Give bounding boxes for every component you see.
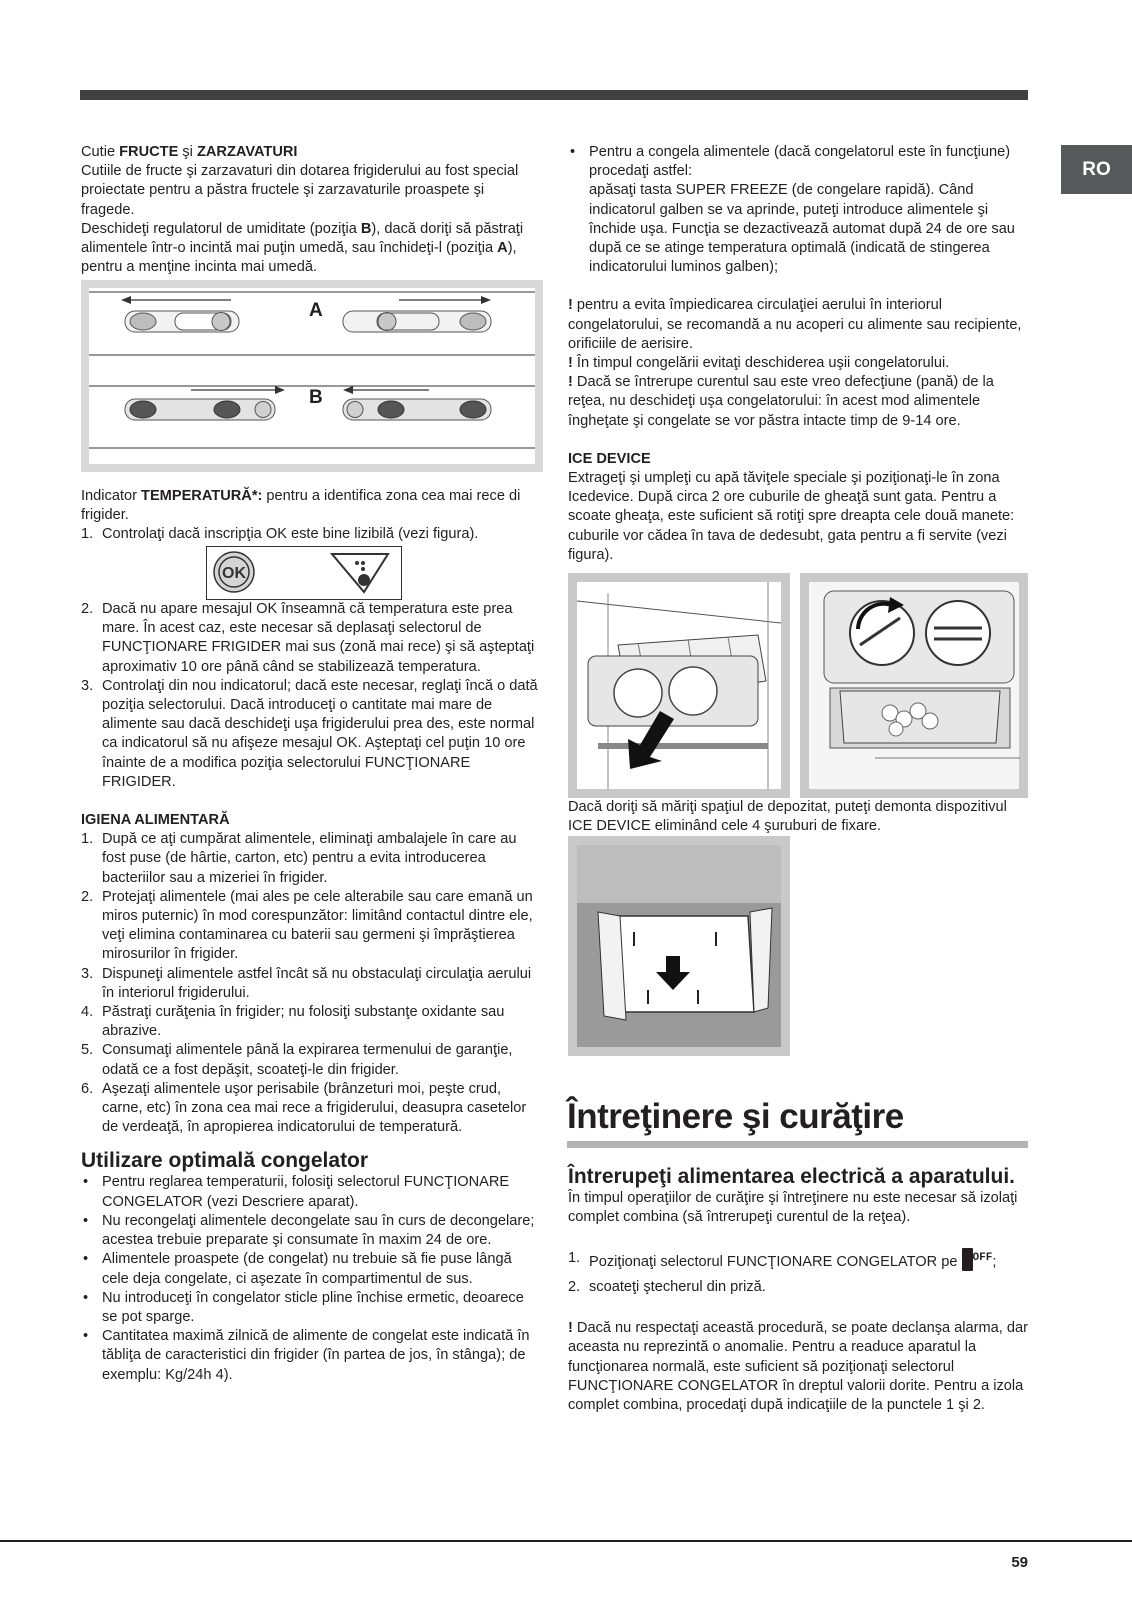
power-off-subtitle: Întrerupeţi alimentarea electrică a aparatului. bbox=[568, 1165, 1016, 1188]
list-item: • Pentru a congela alimentele (dacă congelatorul este în funcţiune) procedaţi astfel: apăsaţi tasta SUPER FREEZE (de congelare rapidă). Când indicatorul galben se va aprinde, puteţi introduce alimentele şi închide uşa. Funcţia se dezactivează automat după 24 de ore sau după ce se atinge temperatura optimală (indicată de stingerea indicatorului luminos galben); bbox=[568, 143, 1028, 277]
freezer-tips-list bbox=[81, 1173, 541, 1384]
temperature-steps bbox=[81, 600, 541, 1385]
list-item: 2. Dacă nu apare mesajul OK înseamnă că temperatura este prea mare. În acest caz, este necesar să deplasaţi selectorul de FUNCŢIONARE FRIGIDER mai sus (zonă mai rece) şi să aşteptaţi aproximativ 10 ore până când se stabilizează temperatura. bbox=[81, 601, 535, 675]
maintenance-section bbox=[568, 1165, 1028, 1415]
list-item: 5. Consumaţi alimentele până la expirarea termenului de garanţie, odată ce a fost depăşit, scoateţi-le din frigider. bbox=[81, 1042, 513, 1078]
humidity-regulator-text: Deschideţi regulatorul de umiditate (poziţia B), dacă doriţi să păstraţi alimentele într-o incintă mai puţin umedă, sau închideţi-l (poziţia A), pentru a menţine incinta mai umedă. bbox=[81, 220, 524, 276]
list-item: 1. Controlaţi dacă inscripţia OK este bine lizibilă (vezi figura). bbox=[81, 526, 479, 543]
temperature-indicator-section bbox=[81, 487, 541, 545]
warning-note: ! În timpul congelării evitaţi deschiderea uşii congelatorului. bbox=[568, 355, 950, 372]
warning-note: ! pentru a evita împiedicarea circulaţiei aerului în interiorul congelatorului, se recomandă a nu acoperi cu alimente sau recipiente, orificiile de aerisire. bbox=[568, 297, 1022, 352]
temperature-ok-indicator-figure bbox=[206, 546, 402, 600]
warning-note: ! Dacă se întrerupe curentul sau este vreo defecţiune (pană) de la reţea, nu deschideţi uşa congelatorului: în acest mod alimentele îngheţate şi congelate se vor păstra intacte timp de 9-14 ore. bbox=[568, 374, 994, 429]
food-hygiene-list bbox=[81, 830, 541, 1137]
ice-device-screws-figure bbox=[568, 836, 790, 1056]
list-item: 3. Controlaţi din nou indicatorul; dacă este necesar, reglaţi încă o dată poziţia selectorului. Dacă introduceţi o cantitate mai mare de alimente sau dacă deschideţi uşa frigiderului prea des, este normal ca indicatorul să nu afişeze mesajul OK. Aşteptaţi cel puţin 10 ore înainte de a modifica poziţia selectorului FUNCŢIONARE FRIGIDER. bbox=[81, 677, 538, 790]
left-column bbox=[81, 143, 541, 277]
ice-tray-removal-figure bbox=[568, 573, 790, 798]
fruit-box-title: Cutie FRUCTE şi ZARZAVATURI bbox=[81, 144, 298, 160]
maintenance-section-title: Întreţinere şi curăţire bbox=[567, 1097, 904, 1136]
temperature-indicator-intro: Indicator TEMPERATURĂ*: pentru a identifica zona cea mai rece di frigider. bbox=[81, 488, 521, 524]
ice-device-removal-text: Dacă doriţi să măriţi spaţiul de depozitat, puteţi demonta dispozitivul ICE DEVICE eliminând cele 4 şuruburi de fixare. bbox=[568, 799, 1007, 835]
position-a-label: A bbox=[309, 300, 323, 321]
language-tab: RO bbox=[1061, 145, 1132, 194]
list-item: 2. Protejaţi alimentele (mai ales pe cele alterabile sau care emană un miros puternic) în mod corespunzător: limitând contactul dintre ele, veţi elimina contaminarea cu baterii sau germeni şi împrăştierea mirosurilor în frigider. bbox=[81, 888, 533, 963]
maintenance-alarm-note: ! Dacă nu respectaţi această procedură, se poate declanşa alarma, dar aceasta nu reprezintă o anomalie. Pentru a readuce aparatul la funcţionarea normală, este suficient să poziţionaţi selectorul FUNCŢIONARE CONGELATOR în dreptul valorii dorite. Pentru a izola complet combina, procedaţi după indicaţiile de la punctele 1 şi 2. bbox=[568, 1320, 1028, 1414]
ice-device-title: ICE DEVICE bbox=[568, 450, 651, 467]
section-title-rule bbox=[567, 1141, 1028, 1148]
list-item: 1. Poziţionaţi selectorul FUNCŢIONARE CONGELATOR pe $^{OFF}$; bbox=[568, 1246, 1028, 1275]
list-item: • Nu recongelaţi alimentele decongelate sau în curs de decongelare; acestea trebuie preparate şi consumate în maxim 24 de ore. bbox=[81, 1212, 541, 1250]
list-item: 3. Dispuneţi alimentele astfel încât să nu obstaculaţi circulaţia aerului în interiorul frigiderului. bbox=[81, 965, 532, 1001]
footer-rule bbox=[0, 1540, 1132, 1542]
off-selector-icon bbox=[962, 1248, 973, 1271]
right-column bbox=[568, 143, 1028, 565]
ice-knob-rotation-figure bbox=[800, 573, 1028, 798]
maintenance-intro: În timpul operaţiilor de curăţire şi întreţinere nu este necesar să izolaţi complet combina (să întrerupeţi curentul de la reţea). bbox=[568, 1190, 1018, 1226]
list-item: 6. Aşezaţi alimentele uşor perisabile (brânzeturi moi, peşte crud, carne, etc) în zona cea mai rece a frigiderului, deasupra casetelor de verdeaţă, în apropierea indicatorului de temperatură. bbox=[81, 1080, 527, 1136]
list-item: • Alimentele proaspete (de congelat) nu trebuie să fie puse lângă cele deja congelate, ci aşezate în compartimentul de sus. bbox=[81, 1250, 541, 1288]
freezer-section-title: Utilizare optimală congelator bbox=[81, 1149, 369, 1173]
ok-label: OK bbox=[222, 565, 246, 582]
list-item: • Pentru reglarea temperaturii, folosiţi selectorul FUNCŢIONARE CONGELATOR (vezi Descriere aparat). bbox=[81, 1173, 541, 1211]
fruit-box-description: Cutiile de fructe şi zarzavaturi din dotarea frigiderului au fost special proiectate pentru a păstra fructele şi zarzavaturile proaspete şi fragede. bbox=[81, 163, 519, 218]
ice-device-description: Extrageţi şi umpleţi cu apă tăviţele speciale şi poziţionaţi-le în zona Icedevice. După circa 2 ore cuburile de gheaţă sunt gata. Pentru a scoate gheaţa, este suficient să rotiţi spre dreapta cele două manete: cuburile vor cădea în tava de dedesubt, gata pentru a fi servite (vezi figura). bbox=[568, 470, 1015, 563]
list-item: 2. scoateţi ştecherul din priză. bbox=[568, 1279, 766, 1296]
header-rule bbox=[80, 90, 1028, 100]
food-hygiene-title: IGIENA ALIMENTARĂ bbox=[81, 812, 230, 829]
position-b-label: B bbox=[309, 387, 323, 408]
humidity-regulator-figure bbox=[81, 280, 543, 472]
list-item: 4. Păstraţi curăţenia în frigider; nu folosiţi substanţe oxidante sau abrazive. bbox=[81, 1004, 505, 1040]
page-number: 59 bbox=[1011, 1554, 1028, 1571]
list-item: 1. După ce aţi cumpărat alimentele, eliminaţi ambalajele în care au fost puse (de hârtie, carton, etc) pentru a evita introducerea bacteriilor sau a mizeriei în frigider. bbox=[81, 831, 517, 886]
list-item: • Cantitatea maximă zilnică de alimente de congelat este indicată în tăbliţa de caracteristici din frigider (în partea de jos, în stânga); de exemplu: Kg/24h 4). bbox=[81, 1327, 541, 1385]
list-item: • Nu introduceţi în congelator sticle pline închise ermetic, deoarece se pot sparge. bbox=[81, 1289, 541, 1327]
